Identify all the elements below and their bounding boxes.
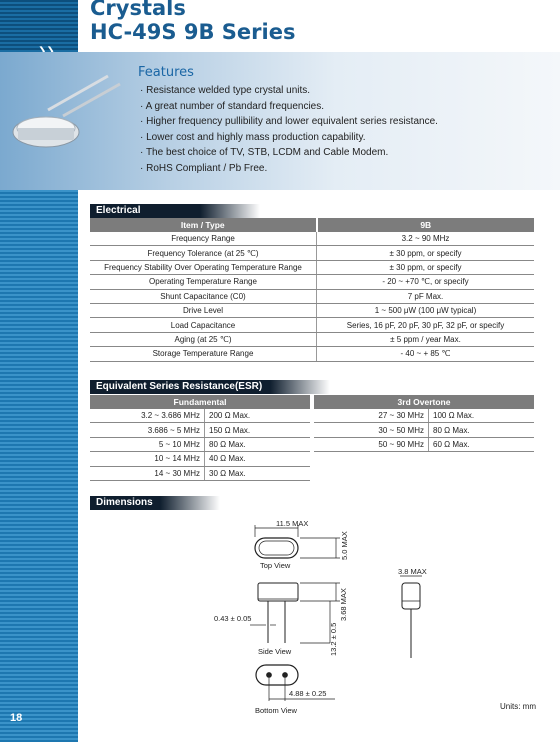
table-row: 50 ~ 90 MHz 60 Ω Max. bbox=[314, 437, 534, 451]
dim-lead-dia: 0.43 ± 0.05 bbox=[214, 614, 252, 623]
esr-heading: Equivalent Series Resistance(ESR) bbox=[90, 380, 270, 394]
features-heading: Features bbox=[138, 65, 194, 80]
table-header: Fundamental bbox=[90, 395, 310, 409]
table-row: 10 ~ 14 MHz 40 Ω Max. bbox=[90, 452, 310, 466]
table-header: 3rd Overtone bbox=[314, 395, 534, 409]
crystal-image bbox=[8, 68, 133, 163]
electrical-heading: Electrical bbox=[90, 204, 200, 218]
table-row: Shunt Capacitance (C0) 7 pF Max. bbox=[90, 289, 534, 303]
electrical-spec-table bbox=[90, 218, 534, 362]
esr-overtone-table bbox=[314, 395, 534, 452]
dim-top-height: 5.0 MAX bbox=[340, 531, 349, 560]
table-header: 9B bbox=[317, 218, 535, 232]
table-row: Frequency Range 3.2 ~ 90 MHz bbox=[90, 232, 534, 246]
page-title-line2: HC-49S 9B Series bbox=[90, 20, 296, 44]
table-row: 5 ~ 10 MHz 80 Ω Max. bbox=[90, 437, 310, 451]
table-row: Load Capacitance Series, 16 pF, 20 pF, 30 pF, 32 pF, or specify bbox=[90, 318, 534, 332]
dim-side-height: 3.68 MAX bbox=[339, 588, 348, 621]
table-row: 30 ~ 50 MHz 80 Ω Max. bbox=[314, 423, 534, 437]
top-view-label: Top View bbox=[260, 561, 291, 570]
feature-item: · Resistance welded type crystal units. bbox=[140, 83, 438, 99]
dim-lead-length: 13.2 ± 0.5 bbox=[329, 622, 338, 656]
units-label: Units: mm bbox=[500, 702, 536, 711]
side-view-label: Side View bbox=[258, 647, 292, 656]
dimensions-heading: Dimensions bbox=[90, 496, 160, 510]
table-row: Drive Level 1 ~ 500 μW (100 μW typical) bbox=[90, 303, 534, 317]
feature-item: · Higher frequency pullibility and lower equivalent series resistance. bbox=[140, 114, 438, 130]
dim-right-width: 3.8 MAX bbox=[398, 567, 427, 576]
table-row: 3.2 ~ 3.686 MHz 200 Ω Max. bbox=[90, 409, 310, 423]
table-row: 3.686 ~ 5 MHz 150 Ω Max. bbox=[90, 423, 310, 437]
page-title-line1: Crystals bbox=[90, 0, 186, 20]
feature-item: · Lower cost and highly mass production capability. bbox=[140, 130, 438, 146]
table-row: Storage Temperature Range - 40 ~ + 85 ℃ bbox=[90, 347, 534, 361]
dimensions-drawing bbox=[90, 513, 534, 723]
dim-pitch: 4.88 ± 0.25 bbox=[289, 689, 327, 698]
bottom-view-label: Bottom View bbox=[255, 706, 297, 715]
feature-list bbox=[140, 83, 438, 176]
table-row: Operating Temperature Range - 20 ~ +70 ℃, or specify bbox=[90, 275, 534, 289]
table-row: 27 ~ 30 MHz 100 Ω Max. bbox=[314, 409, 534, 423]
feature-item: · RoHS Compliant / Pb Free. bbox=[140, 161, 438, 177]
table-row: 14 ~ 30 MHz 30 Ω Max. bbox=[90, 466, 310, 480]
table-header: Item / Type bbox=[90, 218, 317, 232]
table-row: Aging (at 25 ℃) ± 5 ppm / year Max. bbox=[90, 332, 534, 346]
dim-top-width: 11.5 MAX bbox=[276, 519, 309, 528]
page-number: 18 bbox=[10, 712, 23, 724]
feature-item: · The best choice of TV, STB, LCDM and Cable Modem. bbox=[140, 145, 438, 161]
esr-fundamental-table bbox=[90, 395, 310, 481]
feature-item: · A great number of standard frequencies. bbox=[140, 99, 438, 115]
table-row: Frequency Tolerance (at 25 ℃) ± 30 ppm, or specify bbox=[90, 246, 534, 260]
table-row: Frequency Stability Over Operating Temperature Range ± 30 ppm, or specify bbox=[90, 260, 534, 274]
